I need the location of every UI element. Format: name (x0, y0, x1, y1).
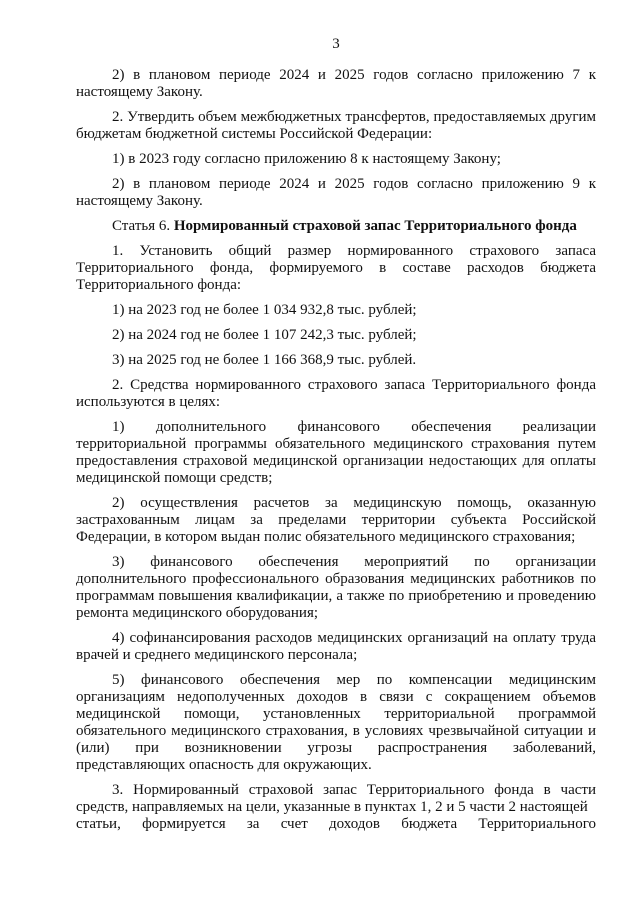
paragraph-interbudget-transfers: 2. Утвердить объем межбюджетных трансфертов, предоставляемых другим бюджетам бюджетной системы Российской Федерации: (76, 109, 596, 142)
paragraph-2024-amount: 2) на 2024 год не более 1 107 242,3 тыс. рублей; (112, 327, 417, 343)
paragraph-purpose-4: 4) софинансирования расходов медицинских организаций на оплату труда врачей и среднего медицинского персонала; (76, 630, 596, 663)
paragraph-appendix-7: 2) в плановом периоде 2024 и 2025 годов согласно приложению 7 к настоящему Закону. (76, 67, 596, 100)
paragraph-reserve-purposes: 2. Средства нормированного страхового запаса Территориального фонда используются в целях: (76, 377, 596, 410)
paragraph-2025-amount: 3) на 2025 год не более 1 166 368,9 тыс. рублей. (112, 352, 417, 368)
article-prefix: Статья 6. (112, 218, 174, 234)
paragraph-appendix-8: 1) в 2023 году согласно приложению 8 к настоящему Закону; (112, 151, 501, 167)
article-title: Нормированный страховой запас Территориального фонда (173, 218, 577, 234)
paragraph-reserve-formation: 3. Нормированный страховой запас Территориального фонда в части средств, направляемых на цели, указанные в пунктах 1, 2 и 5 части 2 настоящей (76, 782, 596, 815)
paragraph-purpose-1: 1) дополнительного финансового обеспечения реализации территориальной программы обязательного медицинского страхования путем предоставления страховой медицинской организации недостающих для оплаты медицинской помощи средств; (76, 419, 596, 486)
paragraph-purpose-5: 5) финансового обеспечения мер по компенсации медицинским организациям недополученных доходов в связи с сокращением объемов медицинской помощи, установленных территориальной программой обязательного медицинского страхования, в условиях чрезвычайной ситуации и (или) при возникновении угрозы распространения заболеваний, представляющих опасность для окружающих. (76, 672, 596, 773)
paragraph-reserve-formation-continued: статьи, формируется за счет доходов бюджета Территориального (76, 816, 596, 832)
paragraph-insurance-reserve-size: 1. Установить общий размер нормированного страхового запаса Территориального фонда, формируемого в составе расходов бюджета Территориального фонда: (76, 243, 596, 293)
page-number: 3 (332, 36, 340, 52)
paragraph-appendix-9: 2) в плановом периоде 2024 и 2025 годов согласно приложению 9 к настоящему Закону. (76, 176, 596, 209)
paragraph-purpose-2: 2) осуществления расчетов за медицинскую помощь, оказанную застрахованным лицам за пределами территории субъекта Российской Федерации, в котором выдан полис обязательного медицинского страхования; (76, 495, 596, 545)
paragraph-2023-amount: 1) на 2023 год не более 1 034 932,8 тыс. рублей; (112, 302, 417, 318)
paragraph-purpose-3: 3) финансового обеспечения мероприятий по организации дополнительного профессионального образования медицинских работников по программам повышения квалификации, а также по приобретению и проведению ремонта медицинского оборудования; (76, 554, 596, 621)
article-heading (76, 218, 596, 235)
